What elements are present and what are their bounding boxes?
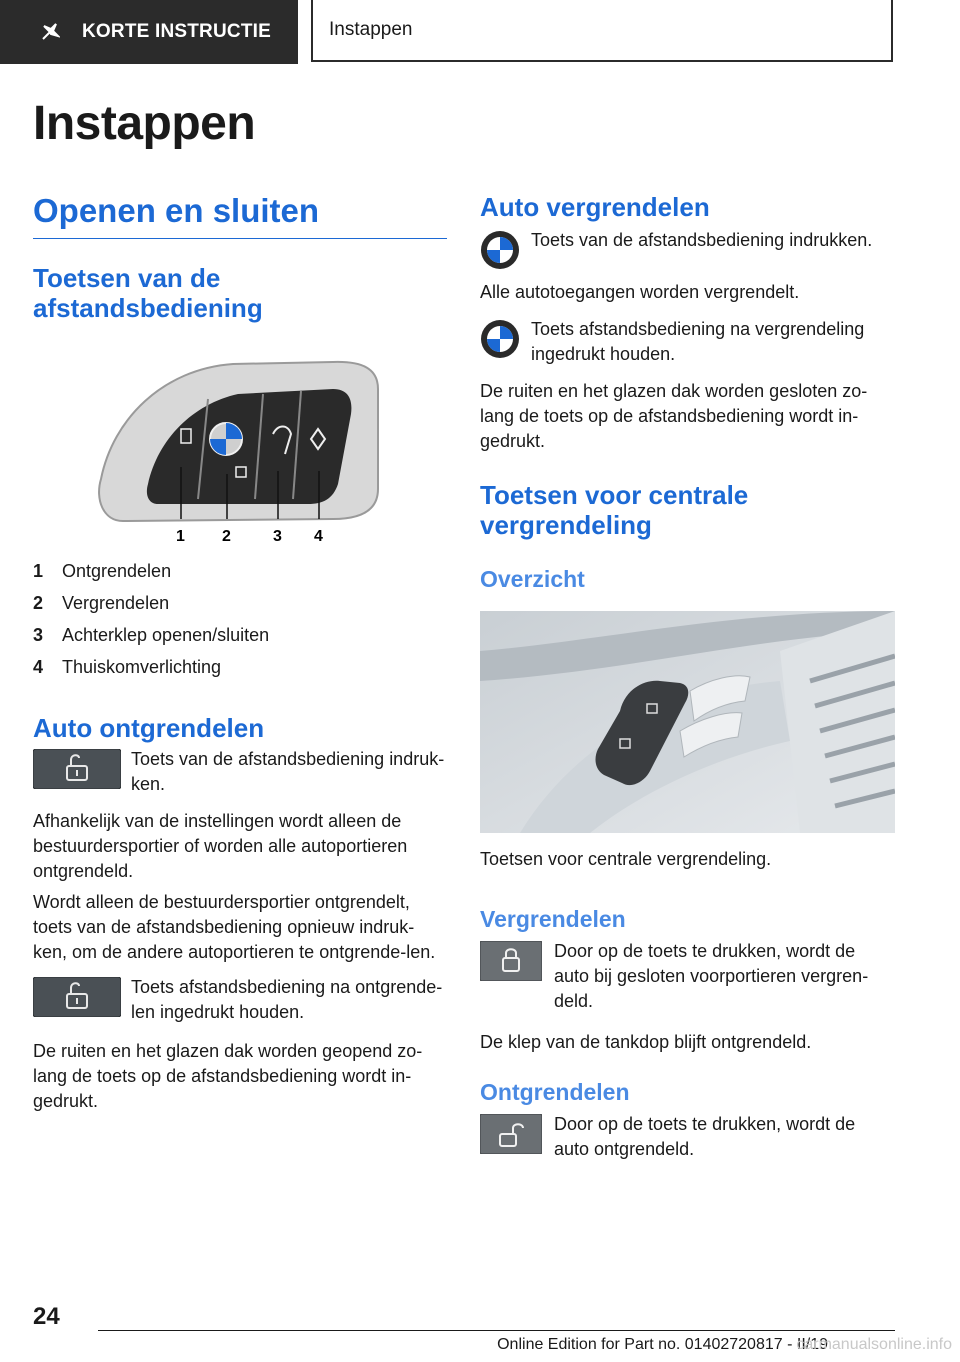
list-item-label: Achterklep openen/sluiten xyxy=(62,625,270,645)
central-locking-photo xyxy=(480,611,895,833)
section-tab xyxy=(0,0,298,64)
lock-p2: Alle autotoegangen worden vergrendelt. xyxy=(480,282,800,302)
unlock-p4: Toets afstandsbediening na ontgrende-len ingedrukt houden. xyxy=(131,977,443,1022)
lock-hold-step xyxy=(480,317,895,367)
ontgrendelen-step xyxy=(480,1112,895,1162)
unlock-p1: Toets van de afstandsbediening indruk-ken. xyxy=(131,749,445,794)
edition-text: Online Edition for Part no. 01402720817 - II/19 xyxy=(497,1336,828,1353)
list-item-label: Thuiskomverlichting xyxy=(62,657,222,677)
vergrendelen-p2: De klep van de tankdop blijft ontgrendeld. xyxy=(480,1032,812,1052)
right-column xyxy=(480,192,895,1162)
lock-p4: De ruiten en het glazen dak worden gesloten zo-lang de toets op de afstandsbediening wordt in-gedrukt. xyxy=(480,381,868,451)
section-title: Openen en sluiten xyxy=(33,192,447,239)
unlock-p3: Wordt alleen de bestuurdersportier ontgrendelt, toets van de afstandsbediening opnieuw indruk-ken, om de andere autoportieren te ontgrende-len. xyxy=(33,892,436,962)
list-item xyxy=(33,555,447,587)
unlock-title: Auto ontgrendelen xyxy=(33,713,265,743)
vergrendelen-step xyxy=(480,939,895,1014)
lock-title: Auto vergrendelen xyxy=(480,192,710,222)
list-item-number: 1 xyxy=(33,561,44,581)
lock-p1: Toets van de afstandsbediening indrukken. xyxy=(531,230,873,250)
overview-caption: Toetsen voor centrale vergrendeling. xyxy=(480,849,772,869)
chapter-tab-label: Instappen xyxy=(329,19,413,40)
button-list xyxy=(33,555,447,683)
quick-guide-icon xyxy=(40,22,60,42)
figure-label-2: 2 xyxy=(222,528,231,545)
ontgrendelen-title: Ontgrendelen xyxy=(480,1079,630,1105)
bmw-logo-icon xyxy=(480,230,520,270)
unlock-step xyxy=(33,747,447,797)
ontgrendelen-p1: Door op de toets te drukken, wordt de auto ontgrendeld. xyxy=(554,1114,856,1159)
overview-title: Overzicht xyxy=(480,566,585,592)
unlock-hold-step xyxy=(33,975,447,1025)
vergrendelen-title: Vergrendelen xyxy=(480,906,626,932)
list-item-number: 2 xyxy=(33,593,44,613)
page-title: Instappen xyxy=(33,97,256,150)
section-tab-label: KORTE INSTRUCTIE xyxy=(82,21,271,42)
figure-label-4: 4 xyxy=(314,528,323,545)
lock-button-icon xyxy=(480,941,542,981)
unlock-p5: De ruiten en het glazen dak worden geopend zo-lang de toets op de afstandsbediening wordt in-gedrukt. xyxy=(33,1041,423,1111)
lock-step xyxy=(480,228,895,274)
unlock-button-icon xyxy=(33,749,121,789)
unlock-p2: Afhankelijk van de instellingen wordt alleen de bestuurdersportier of worden alle autoportieren ontgrendeld. xyxy=(33,811,408,881)
vergrendelen-p1: Door op de toets te drukken, wordt de auto bij gesloten voorportieren vergren-deld. xyxy=(554,941,869,1011)
left-column xyxy=(33,192,447,1114)
list-item xyxy=(33,619,447,651)
remote-title: Toetsen van de afstandsbediening xyxy=(33,263,263,323)
unlock-button-icon xyxy=(480,1114,542,1154)
bmw-logo-icon xyxy=(480,319,520,359)
page-number: 24 xyxy=(33,1303,60,1330)
list-item-label: Vergrendelen xyxy=(62,593,170,613)
figure-label-1: 1 xyxy=(176,528,185,545)
lock-p3: Toets afstandsbediening na vergrendeling ingedrukt houden. xyxy=(531,319,865,364)
list-item xyxy=(33,587,447,619)
central-title: Toetsen voor centrale vergrendeling xyxy=(480,480,749,540)
list-item-label: Ontgrendelen xyxy=(62,561,172,581)
footer-rule xyxy=(98,1330,895,1331)
unlock-button-icon xyxy=(33,977,121,1017)
list-item-number: 4 xyxy=(33,657,44,677)
page-header xyxy=(0,0,960,66)
list-item-number: 3 xyxy=(33,625,44,645)
chapter-tab xyxy=(311,0,893,62)
remote-key-figure xyxy=(33,359,447,545)
figure-label-3: 3 xyxy=(273,528,282,545)
list-item xyxy=(33,651,447,683)
watermark: carmanualsonline.info xyxy=(796,1336,952,1353)
